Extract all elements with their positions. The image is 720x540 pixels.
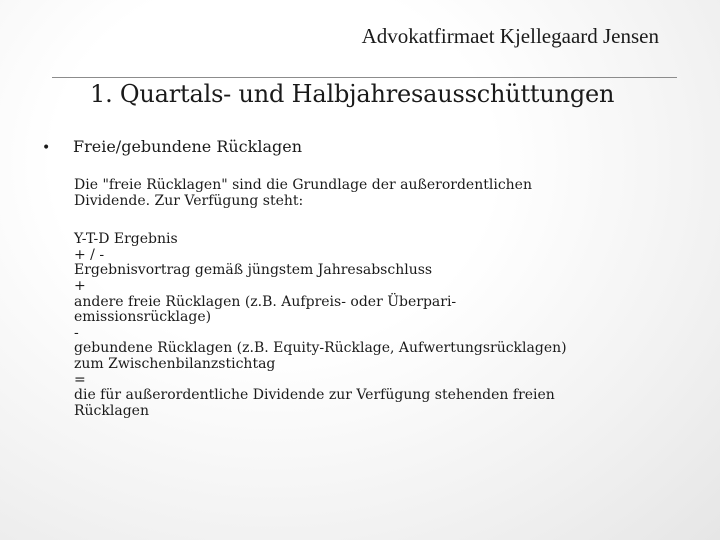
calc-line: Y-T-D Ergebnis [74,231,178,248]
bullet-item [42,137,302,158]
calculation-block [74,232,664,419]
calc-line: Rücklagen [74,402,149,419]
body-text [74,178,664,419]
calc-line: + [74,277,86,294]
bullet-dot-icon: • [42,140,51,156]
bullet-text: Freie/gebundene Rücklagen [73,137,303,156]
calc-line: - [74,324,79,341]
calc-line: andere freie Rücklagen (z.B. Aufpreis- oder Überpari- [74,293,457,310]
slide-title: 1. Quartals- und Halbjahresausschüttungen [90,80,615,108]
calc-line: gebundene Rücklagen (z.B. Equity-Rücklage, Aufwertungsrücklagen) [74,340,567,357]
calc-line: + / - [74,246,105,263]
intro-line: Die "freie Rücklagen" sind die Grundlage der außerordentlichen [74,177,532,193]
header-divider [52,77,677,78]
calc-line: Ergebnisvortrag gemäß jüngstem Jahresabschluss [74,262,433,279]
calc-line: emissionsrücklage) [74,309,212,326]
firm-name: Advokatfirmaet Kjellegaard Jensen [361,24,659,48]
calc-line: = [74,371,86,388]
calc-line: die für außerordentliche Dividende zur Verfügung stehenden freien [74,387,555,404]
calc-line: zum Zwischenbilanzstichtag [74,355,276,372]
intro-line: Dividende. Zur Verfügung steht: [74,192,304,209]
intro-paragraph [74,178,664,209]
